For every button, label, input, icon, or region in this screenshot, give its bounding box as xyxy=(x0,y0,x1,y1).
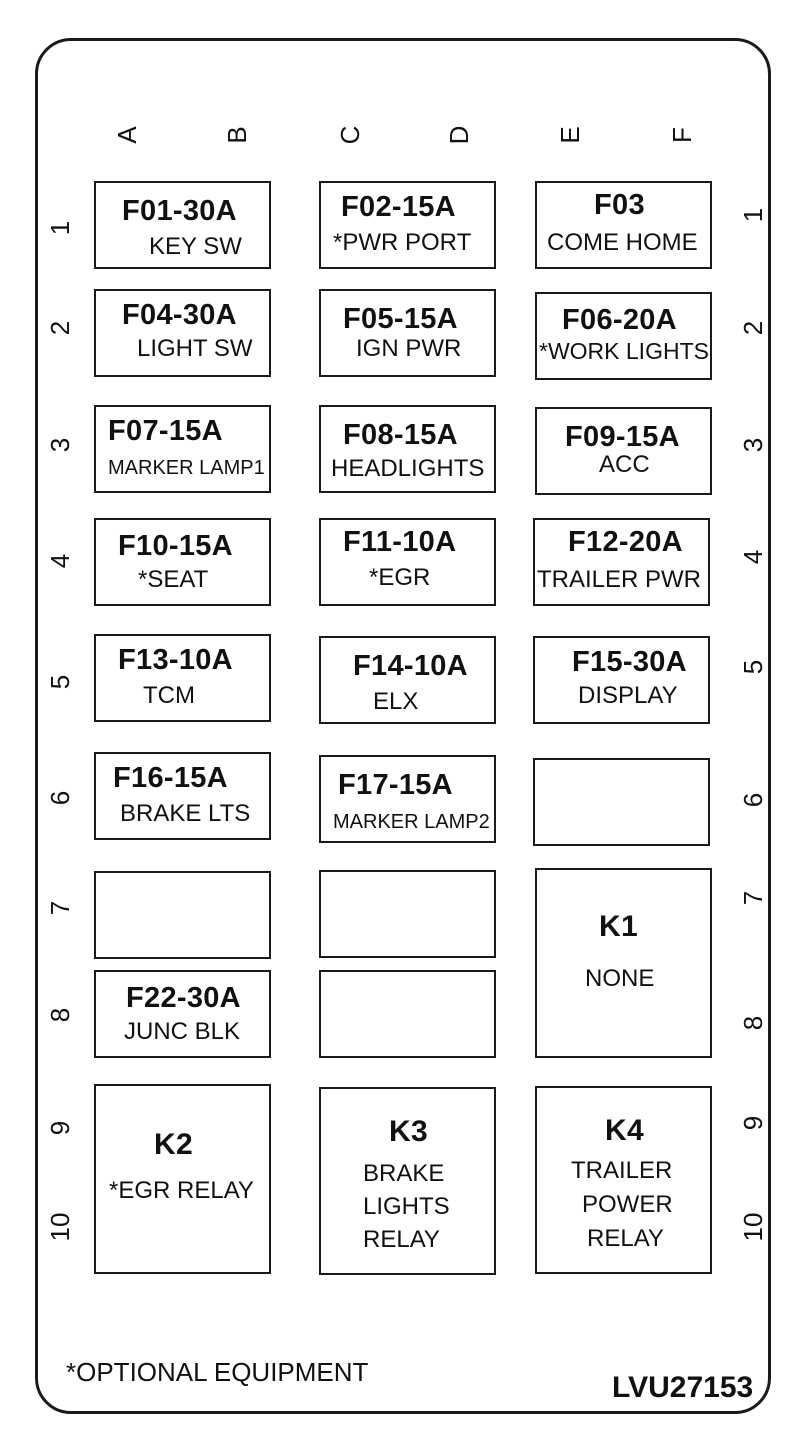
fuse-label: *SEAT xyxy=(138,566,209,593)
part-number: LVU27153 xyxy=(612,1371,754,1404)
fuse-f10 xyxy=(94,518,271,606)
fuse-slot-empty xyxy=(533,758,710,846)
relay-label-line-2: LIGHTS xyxy=(363,1193,450,1220)
row-label-left-8: 8 xyxy=(45,1007,75,1023)
column-label-e: E xyxy=(555,126,585,144)
relay-k1 xyxy=(535,868,712,1058)
row-label-left-7: 7 xyxy=(45,900,75,916)
row-label-left-9: 9 xyxy=(45,1120,75,1136)
optional-equipment-footnote: *OPTIONAL EQUIPMENT xyxy=(66,1357,369,1387)
row-label-right-2: 2 xyxy=(738,320,768,336)
fuse-f14 xyxy=(319,636,496,724)
fuse-f22 xyxy=(94,970,271,1058)
row-label-left-5: 5 xyxy=(45,674,75,690)
row-label-right-5: 5 xyxy=(738,659,768,675)
fuse-label: ACC xyxy=(599,451,650,478)
column-label-a: A xyxy=(112,126,142,144)
fuse-code: F03 xyxy=(594,189,645,221)
fuse-f13 xyxy=(94,634,271,722)
fuse-f03 xyxy=(535,181,712,269)
fuse-f12 xyxy=(533,518,710,606)
fuse-f09 xyxy=(535,407,712,495)
fuse-label: TCM xyxy=(143,682,195,709)
fuse-f06 xyxy=(535,292,712,380)
relay-k2 xyxy=(94,1084,271,1274)
fuse-code: F17-15A xyxy=(338,769,453,801)
fuse-code: F01-30A xyxy=(122,195,237,227)
fuse-code: F11-10A xyxy=(343,526,457,558)
fuse-f08 xyxy=(319,405,496,493)
relay-label-line-3: RELAY xyxy=(363,1226,440,1253)
column-label-c: C xyxy=(335,125,365,145)
fuse-f07 xyxy=(94,405,271,493)
fuse-label: *EGR xyxy=(369,564,431,591)
fuse-code: F10-15A xyxy=(118,530,233,562)
fuse-code: F05-15A xyxy=(343,303,458,335)
column-label-b: B xyxy=(222,126,252,144)
row-label-right-8: 8 xyxy=(738,1015,768,1031)
relay-label: *EGR RELAY xyxy=(109,1177,254,1204)
fuse-code: F09-15A xyxy=(565,421,680,453)
row-label-left-2: 2 xyxy=(45,320,75,336)
row-label-right-6: 6 xyxy=(738,792,768,808)
fuse-label: TRAILER PWR xyxy=(537,566,702,593)
relay-label-line-1: TRAILER xyxy=(571,1157,673,1184)
fuse-code: F13-10A xyxy=(118,644,233,676)
relay-k3 xyxy=(319,1087,496,1275)
row-label-right-1: 1 xyxy=(738,207,768,223)
relay-code: K2 xyxy=(154,1128,193,1161)
relay-label-line-2: POWER xyxy=(582,1191,673,1218)
relay-code: K3 xyxy=(389,1115,428,1148)
fuse-label: IGN PWR xyxy=(356,335,462,362)
row-label-left-4: 4 xyxy=(45,553,75,569)
fuse-f05 xyxy=(319,289,496,377)
fuse-label: JUNC BLK xyxy=(124,1018,241,1045)
fuse-label: MARKER LAMP1 xyxy=(108,457,265,479)
fuse-label: DISPLAY xyxy=(578,682,678,709)
row-label-right-7: 7 xyxy=(738,890,768,906)
relay-label-line-1: BRAKE xyxy=(363,1160,445,1187)
row-label-left-3: 3 xyxy=(45,437,75,453)
fuse-f17 xyxy=(319,755,496,843)
fuse-code: F16-15A xyxy=(113,762,228,794)
row-label-left-10: 10 xyxy=(45,1212,75,1242)
fuse-f11 xyxy=(319,518,496,606)
fuse-code: F07-15A xyxy=(108,415,223,447)
fuse-f04 xyxy=(94,289,271,377)
fuse-label: KEY SW xyxy=(149,233,242,260)
row-label-right-10: 10 xyxy=(738,1212,768,1242)
fuse-code: F22-30A xyxy=(126,982,241,1014)
fuse-slot-empty xyxy=(319,970,496,1058)
fuse-f16 xyxy=(94,752,271,840)
fuse-code: F08-15A xyxy=(343,419,458,451)
relay-label: NONE xyxy=(585,965,655,992)
relay-label-line-3: RELAY xyxy=(587,1225,664,1252)
fuse-f02 xyxy=(319,181,496,269)
column-label-f: F xyxy=(667,127,697,143)
fuse-label: MARKER LAMP2 xyxy=(333,811,490,833)
row-label-right-4: 4 xyxy=(738,549,768,565)
relay-k4 xyxy=(535,1086,712,1274)
fuse-code: F14-10A xyxy=(353,650,468,682)
row-label-right-3: 3 xyxy=(738,437,768,453)
relay-code: K1 xyxy=(599,910,638,943)
row-label-left-6: 6 xyxy=(45,790,75,806)
relay-code: K4 xyxy=(605,1114,644,1147)
fuse-code: F12-20A xyxy=(568,526,683,558)
fuse-code: F04-30A xyxy=(122,299,237,331)
fuse-code: F06-20A xyxy=(562,304,677,336)
fuse-label: COME HOME xyxy=(547,229,698,256)
column-label-d: D xyxy=(444,125,474,145)
fuse-label: ELX xyxy=(373,688,419,715)
row-label-right-9: 9 xyxy=(738,1115,768,1131)
fuse-slot-empty xyxy=(319,870,496,958)
row-label-left-1: 1 xyxy=(45,220,75,236)
fuse-f15 xyxy=(533,636,710,724)
fuse-label: HEADLIGHTS xyxy=(331,455,485,482)
fuse-label: BRAKE LTS xyxy=(120,800,251,827)
fuse-label: *PWR PORT xyxy=(333,229,472,256)
fuse-label: *WORK LIGHTS xyxy=(539,338,709,364)
fuse-label: LIGHT SW xyxy=(137,335,253,362)
fuse-f01 xyxy=(94,181,271,269)
fuse-code: F02-15A xyxy=(341,191,456,223)
fuse-code: F15-30A xyxy=(572,646,687,678)
fuse-slot-empty xyxy=(94,871,271,959)
